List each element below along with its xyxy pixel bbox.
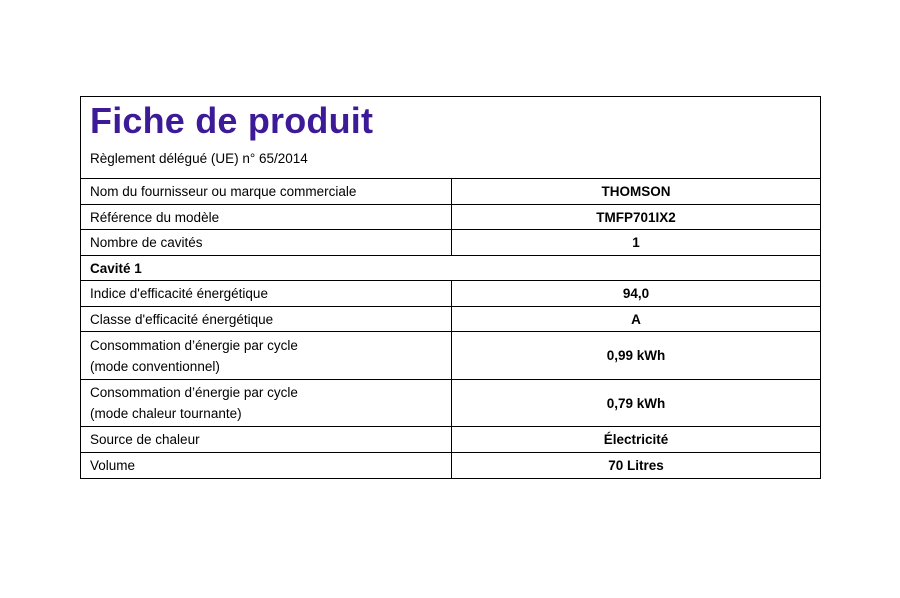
row-value: 0,99 kWh (606, 348, 666, 363)
table-row-section (81, 256, 820, 281)
row-label: Classe d'efficacité énergétique (81, 307, 452, 331)
row-value: A (631, 311, 641, 327)
row-label-line: (mode chaleur tournante) (90, 406, 242, 421)
table-row-efficiency-class (81, 307, 820, 332)
row-value: Électricité (603, 432, 669, 447)
table-row-consumption-conventional (81, 332, 820, 380)
row-label: Référence du modèle (81, 205, 452, 229)
product-sheet-table (80, 96, 821, 479)
section-heading: Cavité 1 (90, 260, 142, 276)
row-label: Volume (81, 453, 452, 478)
row-label (81, 380, 452, 426)
table-row-volume (81, 453, 820, 478)
row-value: 0,79 kWh (606, 395, 666, 411)
row-label: Indice d'efficacité énergétique (81, 281, 452, 306)
row-label: Nombre de cavités (81, 230, 452, 255)
row-label (81, 332, 452, 379)
row-label-line: Consommation d’énergie par cycle (90, 385, 298, 400)
row-value: 70 Litres (608, 458, 664, 473)
page-title: Fiche de produit (90, 100, 374, 141)
table-row-heat-source (81, 427, 820, 453)
row-label-line: Consommation d’énergie par cycle (90, 337, 298, 353)
row-value: TMFP701IX2 (596, 209, 676, 225)
sheet-header (81, 97, 820, 179)
table-row-supplier (81, 179, 820, 205)
table-row-cavities (81, 230, 820, 256)
row-label-line: (mode conventionnel) (90, 358, 220, 374)
table-row-efficiency-index (81, 281, 820, 307)
regulation-subtitle: Règlement délégué (UE) n° 65/2014 (90, 151, 308, 166)
row-value: 1 (632, 235, 640, 250)
row-value: 94,0 (622, 286, 650, 301)
table-row-model (81, 205, 820, 230)
row-label: Nom du fournisseur ou marque commerciale (81, 179, 452, 204)
row-value: THOMSON (601, 184, 671, 199)
row-label: Source de chaleur (81, 427, 452, 452)
table-row-consumption-fan (81, 380, 820, 427)
